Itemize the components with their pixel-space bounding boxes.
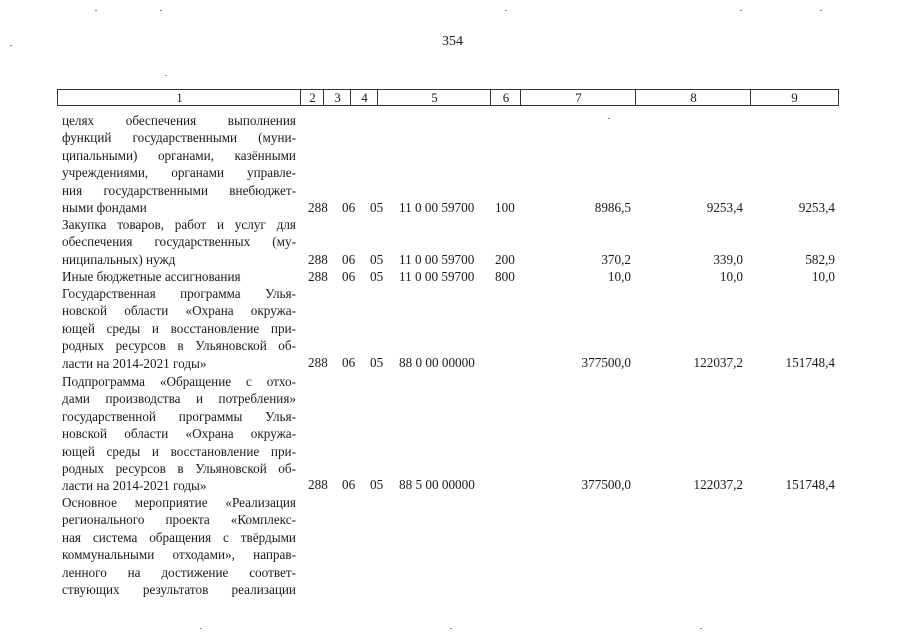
header-col-7: 7 [520, 89, 636, 106]
cell-subsection: 05 [370, 355, 384, 370]
cell-expense-type: 200 [495, 252, 515, 267]
header-col-1: 1 [57, 89, 301, 106]
scan-speck [700, 628, 702, 629]
cell-amount-3: 10,0 [811, 269, 835, 284]
description-line: ласти на 2014-2021 годы» [62, 478, 207, 494]
cell-section: 06 [342, 252, 356, 267]
row-description [62, 216, 296, 268]
cell-ministry: 288 [308, 200, 328, 215]
cell-amount-1: 377500,0 [581, 355, 631, 370]
cell-amount-3: 9253,4 [798, 200, 835, 215]
cell-section: 06 [342, 355, 356, 370]
cell-section: 06 [342, 200, 356, 215]
header-col-2: 2 [300, 89, 324, 106]
description-line: ципальными) органами, казёнными [62, 147, 296, 163]
cell-amount-2: 122037,2 [693, 355, 743, 370]
description-line: новской области «Охрана окружа- [62, 303, 296, 319]
cell-ministry: 288 [308, 252, 328, 267]
description-line: Подпрограмма «Обращение с отхо- [62, 374, 296, 389]
description-line: коммунальными отходами», направ- [62, 547, 296, 563]
scan-speck [200, 628, 202, 629]
scan-speck [95, 10, 97, 11]
header-col-3: 3 [323, 89, 351, 106]
cell-amount-2: 9253,4 [706, 200, 743, 215]
description-line: ленного на достижение соответ- [62, 564, 296, 580]
cell-target-article: 11 0 00 59700 [399, 252, 475, 267]
description-line: ными фондами [62, 200, 147, 216]
description-line: ласти на 2014-2021 годы» [62, 355, 207, 371]
cell-subsection: 05 [370, 269, 384, 284]
scan-speck [160, 10, 162, 11]
description-line: ния государственными внебюджет- [62, 182, 296, 198]
row-description [62, 112, 296, 216]
header-col-8: 8 [635, 89, 751, 106]
cell-target-article: 11 0 00 59700 [399, 200, 475, 215]
page-number: 354 [442, 34, 463, 49]
cell-amount-1: 370,2 [601, 252, 631, 267]
scan-speck [165, 75, 167, 76]
description-line: государственной программы Улья- [62, 408, 296, 424]
description-line: ющей среды и восстановление при- [62, 443, 296, 459]
cell-subsection: 05 [370, 477, 384, 492]
description-line: Государственная программа Улья- [62, 286, 296, 301]
cell-amount-1: 8986,5 [594, 200, 631, 215]
description-line: ющей среды и восстановление при- [62, 320, 296, 336]
description-line: ная система обращения с твёрдыми [62, 529, 296, 545]
description-line: новской области «Охрана окружа- [62, 426, 296, 442]
description-line: родных ресурсов в Ульяновской об- [62, 461, 296, 477]
description-line: Закупка товаров, работ и услуг для [62, 217, 296, 232]
cell-ministry: 288 [308, 355, 328, 370]
cell-amount-3: 151748,4 [785, 355, 835, 370]
description-line: родных ресурсов в Ульяновской об- [62, 338, 296, 354]
header-col-6: 6 [490, 89, 521, 106]
header-col-4: 4 [350, 89, 378, 106]
description-line: ниципальных) нужд [62, 251, 176, 267]
cell-amount-1: 377500,0 [581, 477, 631, 492]
scan-speck [740, 10, 742, 11]
scan-speck [820, 10, 822, 11]
description-line: учреждениями, органами управле- [62, 165, 296, 181]
cell-amount-1: 10,0 [607, 269, 631, 284]
description-line: целях обеспечения выполнения [62, 113, 296, 128]
cell-subsection: 05 [370, 200, 384, 215]
cell-amount-2: 339,0 [713, 252, 743, 267]
cell-section: 06 [342, 269, 356, 284]
row-description [62, 494, 296, 598]
description-line: регионального проекта «Комплекс- [62, 512, 296, 528]
description-line: Основное мероприятие «Реализация [62, 495, 296, 510]
row-description [62, 268, 296, 285]
row-description [62, 285, 296, 372]
header-col-9: 9 [750, 89, 839, 106]
description-line: функций государственными (муни- [62, 130, 296, 146]
cell-target-article: 11 0 00 59700 [399, 269, 475, 284]
cell-amount-3: 582,9 [805, 252, 835, 267]
description-line: Иные бюджетные ассигнования [62, 269, 241, 284]
cell-amount-3: 151748,4 [785, 477, 835, 492]
cell-amount-2: 10,0 [719, 269, 743, 284]
cell-expense-type: 100 [495, 200, 515, 215]
scan-speck [10, 45, 12, 46]
cell-target-article: 88 0 00 00000 [399, 355, 475, 370]
scan-speck [450, 628, 452, 629]
cell-ministry: 288 [308, 269, 328, 284]
cell-subsection: 05 [370, 252, 384, 267]
scan-speck [608, 118, 610, 119]
cell-section: 06 [342, 477, 356, 492]
header-col-5: 5 [377, 89, 491, 106]
description-line: обеспечения государственных (му- [62, 234, 296, 250]
cell-target-article: 88 5 00 00000 [399, 477, 475, 492]
row-description [62, 373, 296, 495]
cell-ministry: 288 [308, 477, 328, 492]
cell-expense-type: 800 [495, 269, 515, 284]
description-line: ствующих результатов реализации [62, 582, 296, 598]
scan-speck [505, 10, 507, 11]
description-line: дами производства и потребления» [62, 391, 296, 407]
cell-amount-2: 122037,2 [693, 477, 743, 492]
